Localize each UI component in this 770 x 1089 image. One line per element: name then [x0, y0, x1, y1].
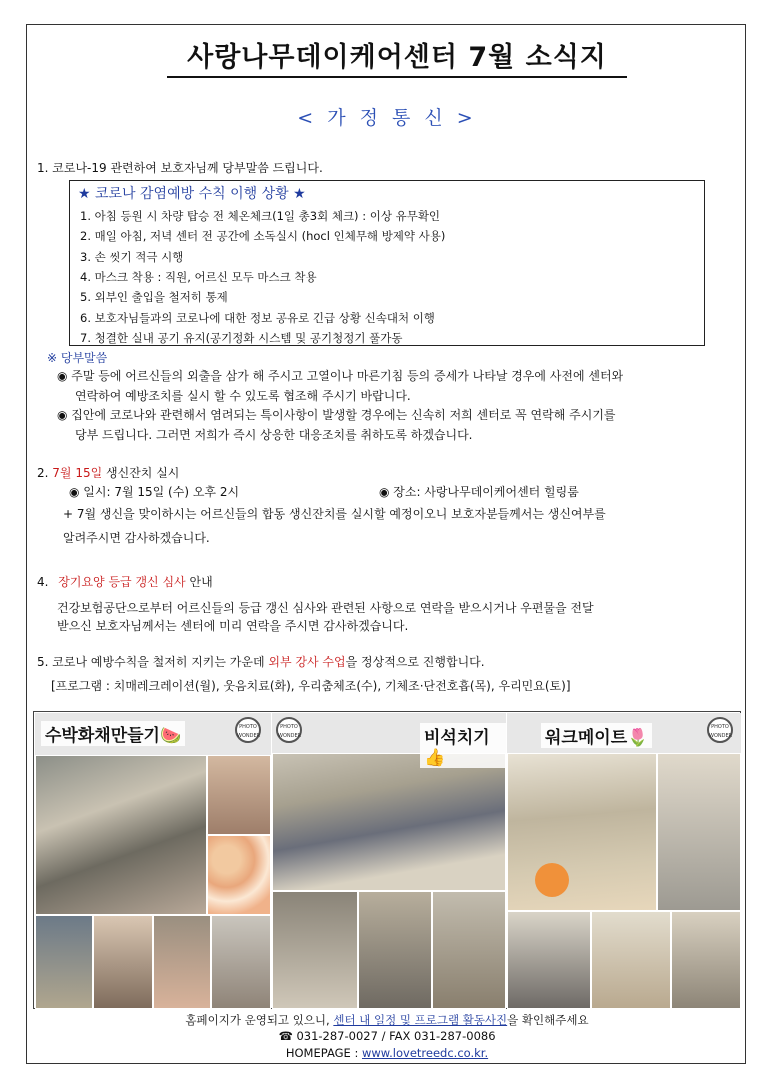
birthday-place: ◉ 장소: 사랑나무데이케어센터 힐링룸	[379, 485, 579, 499]
note1-line1: ◉ 주말 등에 어르신들의 외출을 삼가 해 주시고 고열이나 마른기침 등의 증세가 나타날 경우에 사전에 센터와	[57, 369, 624, 383]
section4-num: 4.	[37, 575, 49, 589]
photo-collage	[33, 711, 741, 1009]
newsletter-page	[26, 24, 746, 1064]
photo-panel-walkmate	[507, 713, 741, 1009]
note2-line1: ◉ 집안에 코로나와 관련해서 염려되는 특이사항이 발생할 경우에는 신속히 저희 센터로 꼭 연락해 주시기를	[57, 408, 616, 422]
prevention-item: 6. 보호자님들과의 코로나에 대한 정보 공유로 긴급 상황 신속대처 이행	[80, 311, 435, 325]
activity-photo	[671, 911, 741, 1009]
footer-pre: 홈페이지가 운영되고 있으니,	[185, 1013, 330, 1027]
activity-photo	[211, 915, 271, 1009]
prevention-item: 3. 손 씻기 적극 시행	[80, 250, 184, 264]
prevention-box	[69, 180, 705, 346]
panel-title-biseok: 비석치기👍	[420, 723, 506, 768]
photo-panel-biseok	[272, 713, 506, 1009]
birthday-time: ◉ 일시: 7월 15일 (수) 오후 2시	[69, 485, 240, 499]
section5-post: 을 정상적으로 진행합니다.	[345, 655, 485, 669]
footer-post: 을 확인해주세요	[507, 1013, 589, 1027]
activity-photo	[657, 753, 741, 911]
section4-heading-rest: 안내	[189, 575, 213, 589]
activity-photo	[35, 755, 207, 915]
program-list: [프로그램 : 치매레크레이션(월), 웃음치료(화), 우리춤체조(수), 기체조·단전호흡(목), 우리민요(토)]	[51, 679, 571, 693]
photo-panel-watermelon	[35, 713, 271, 1009]
prevention-item: 2. 매일 아침, 저녁 센터 전 공간에 소독실시 (hocl 인체무해 방제약 사용)	[80, 229, 446, 243]
footer-homepage	[27, 1046, 747, 1060]
prevention-item: 7. 청결한 실내 공기 유지(공기정화 시스템 및 공기청정기 풀가동	[80, 331, 403, 345]
activity-photo	[93, 915, 153, 1009]
activity-photo	[207, 755, 271, 835]
photo-wonder-badge: PHOTO WONDER	[276, 717, 302, 743]
review-title: 장기요양 등급 갱신 심사	[58, 575, 186, 589]
panel-title-walkmate: 워크메이트🌷	[541, 723, 652, 748]
section1-heading: 1. 코로나-19 관련하여 보호자님께 당부말씀 드립니다.	[37, 161, 323, 175]
activity-photo	[272, 891, 358, 1009]
note2-line2: 당부 드립니다. 그러면 저희가 즉시 상응한 대응조치를 취하도록 하겠습니다.	[75, 428, 473, 442]
prevention-item: 5. 외부인 출입을 철저히 통제	[80, 290, 228, 304]
footer-line1	[27, 1012, 747, 1028]
activity-photo	[207, 835, 271, 915]
section2-num: 2.	[37, 466, 49, 480]
prevention-box-title: ★ 코로나 감염예방 수칙 이행 상황 ★	[78, 186, 306, 202]
homepage-label: HOMEPAGE :	[285, 1046, 359, 1060]
section2-heading	[37, 464, 179, 481]
activity-photo	[507, 753, 657, 911]
note-title: ※ 당부말씀	[47, 351, 108, 365]
page-subtitle: < 가 정 통 신 >	[297, 107, 477, 129]
footer-highlight: 센터 내 일정 및 프로그램 활동사진	[333, 1013, 508, 1027]
birthday-desc-line2: 알려주시면 감사하겠습니다.	[63, 531, 210, 545]
activity-photo	[35, 915, 93, 1009]
photo-wonder-badge: PHOTO WONDER	[707, 717, 733, 743]
activity-photo	[591, 911, 671, 1009]
panel-title-watermelon: 수박화채만들기🍉	[41, 721, 185, 746]
page-title: 사랑나무데이케어센터 7월 소식지	[167, 35, 627, 78]
review-line1: 건강보험공단으로부터 어르신들의 등급 갱신 심사와 관련된 사항으로 연락을 받으시거나 우편물을 전달	[57, 601, 594, 615]
prevention-item: 1. 아침 등원 시 차량 탑승 전 체온체크(1일 총3회 체크) : 이상 유무확인	[80, 209, 441, 223]
activity-photo	[358, 891, 432, 1009]
review-line2: 받으신 보호자님께서는 센터에 미리 연락을 주시면 감사하겠습니다.	[57, 619, 409, 633]
photo-wonder-badge: PHOTO WONDER	[235, 717, 261, 743]
activity-photo	[272, 753, 506, 891]
activity-photo	[432, 891, 506, 1009]
homepage-link[interactable]: www.lovetreedc.co.kr.	[361, 1046, 489, 1060]
birthday-desc-line1: + 7월 생신을 맞이하시는 어르신들의 합동 생신잔치를 실시할 예정이오니 보호자분들께서는 생신여부를	[63, 507, 606, 521]
activity-photo	[507, 911, 591, 1009]
exercise-ball	[535, 863, 569, 897]
footer-phone: ☎ 031-287-0027 / FAX 031-287-0086	[278, 1029, 496, 1043]
section2-heading-rest: 생신잔치 실시	[106, 466, 180, 480]
birthday-date: 7월 15일	[52, 466, 103, 480]
prevention-item: 4. 마스크 착용 : 직원, 어르신 모두 마스크 착용	[80, 270, 317, 284]
activity-photo	[153, 915, 211, 1009]
external-class: 외부 강사 수업	[268, 655, 346, 669]
section5-heading	[37, 653, 485, 670]
section4-heading	[37, 573, 213, 590]
section5-pre: 5. 코로나 예방수칙을 철저히 지키는 가운데	[37, 655, 265, 669]
note1-line2: 연락하여 예방조치를 실시 할 수 있도록 협조해 주시기 바랍니다.	[75, 389, 411, 403]
